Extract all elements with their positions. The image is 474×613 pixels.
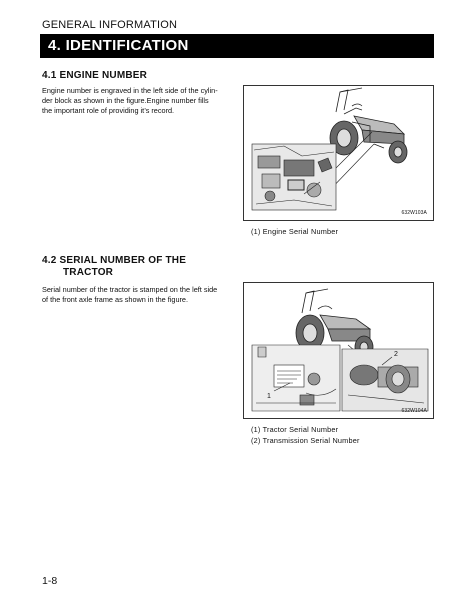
serial-figure-code: 632W104A bbox=[401, 408, 427, 414]
chapter-title: 4. IDENTIFICATION bbox=[40, 34, 434, 58]
engine-body-line-3: the important role of providing it’s record. bbox=[42, 106, 175, 115]
engine-detail bbox=[252, 144, 336, 210]
serial-heading-line-1: 4.2 SERIAL NUMBER OF THE bbox=[42, 255, 187, 266]
serial-number-figure bbox=[243, 282, 434, 419]
tractor-drawing bbox=[330, 88, 407, 163]
caption-tractor-serial: (1) Tractor Serial Number bbox=[251, 425, 339, 434]
serial-number-heading bbox=[42, 255, 186, 279]
engine-number-body bbox=[42, 86, 232, 116]
engine-number-figure bbox=[243, 85, 434, 221]
engine-figure-code: 632W103A bbox=[401, 210, 427, 216]
serial-heading-line-2: TRACTOR bbox=[63, 267, 114, 278]
engine-figure-captions bbox=[251, 226, 338, 237]
serial-body-line-2: of the front axle frame as shown in the figure. bbox=[42, 295, 189, 304]
engine-illustration bbox=[244, 86, 433, 220]
transmission-detail bbox=[342, 349, 428, 411]
page-number: 1-8 bbox=[42, 575, 58, 587]
engine-body-line-1: Engine number is engraved in the left side of the cylin- bbox=[42, 86, 218, 95]
front-axle-detail bbox=[252, 345, 340, 411]
engine-body-line-2: der block as shown in the figure.Engine number fills bbox=[42, 96, 209, 105]
engine-number-heading: 4.1 ENGINE NUMBER bbox=[42, 70, 148, 81]
serial-illustration bbox=[244, 283, 433, 418]
serial-number-body bbox=[42, 285, 238, 305]
serial-figure-captions bbox=[251, 424, 360, 446]
caption-engine-serial: (1) Engine Serial Number bbox=[251, 227, 339, 236]
callout-1: 1 bbox=[267, 393, 271, 400]
serial-body-line-1: Serial number of the tractor is stamped on the left side bbox=[42, 285, 218, 294]
caption-transmission-serial: (2) Transmission Serial Number bbox=[251, 436, 360, 445]
callout-2: 2 bbox=[394, 351, 398, 358]
running-header: GENERAL INFORMATION bbox=[42, 19, 178, 31]
